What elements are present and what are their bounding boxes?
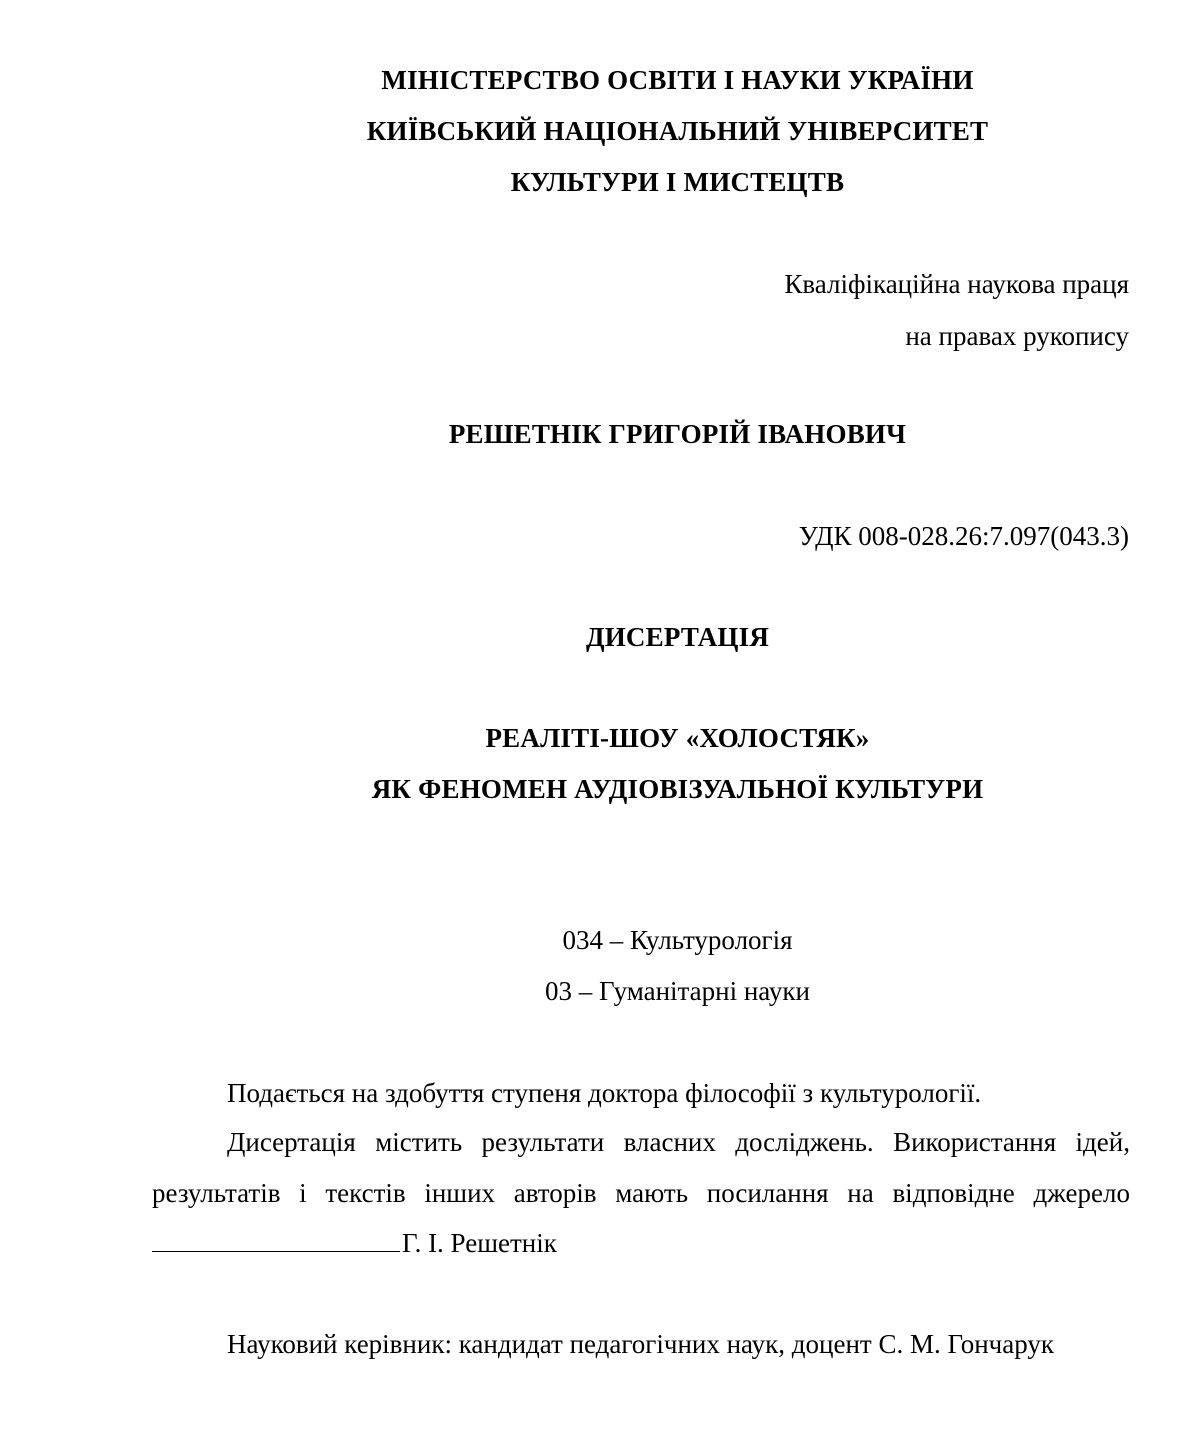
status-line1: Кваліфікаційна наукова праця [784,269,1129,299]
word: інших [424,1178,496,1208]
author-name: РЕШЕТНІК ГРИГОРІЙ ІВАНОВИЧ [448,419,907,449]
udk-code: УДК 008-028.26:7.097(043.3) [798,521,1129,551]
signature-name: Г. І. Решетнік [402,1228,557,1258]
supervisor-statement: Науковий керівник: кандидат педагогічних наук, доцент С. М. Гончарук [227,1329,1054,1359]
signature-block [152,1227,557,1259]
word: Дисертація [227,1127,356,1157]
degree-statement: Подається на здобуття ступеня доктора філософії з культурології. [227,1078,982,1108]
word: на [847,1178,874,1208]
signature-line [152,1229,400,1252]
word: містить [375,1127,463,1157]
word: текстів [325,1178,406,1208]
word: власних [623,1127,716,1157]
word: відповідне [892,1178,1015,1208]
university-heading-line2: КУЛЬТУРИ І МИСТЕЦТВ [510,167,845,197]
word: авторів [513,1178,597,1208]
word: ідей, [1075,1127,1130,1157]
word: мають [615,1178,689,1208]
status-line2: на правах рукопису [905,321,1129,351]
specialty-code: 034 – Культурологія [562,925,793,955]
word: результати [481,1127,605,1157]
university-heading-line1: КИЇВСЬКИЙ НАЦІОНАЛЬНИЙ УНІВЕРСИТЕТ [366,116,989,146]
originality-statement-line2 [152,1177,1130,1209]
dissertation-title-line1: РЕАЛІТІ-ШОУ «ХОЛОСТЯК» [485,723,870,753]
word: досліджень. [735,1127,874,1157]
word: і [299,1178,307,1208]
word: результатів [152,1178,281,1208]
document-type: ДИСЕРТАЦІЯ [585,622,770,652]
word: джерело [1033,1178,1130,1208]
ministry-heading: МІНІСТЕРСТВО ОСВІТИ І НАУКИ УКРАЇНИ [381,65,974,95]
field-of-knowledge: 03 – Гуманітарні науки [544,976,810,1006]
word: Використання [893,1127,1057,1157]
dissertation-title-line2: ЯК ФЕНОМЕН АУДІОВІЗУАЛЬНОЇ КУЛЬТУРИ [371,774,984,804]
word: посилання [706,1178,829,1208]
originality-statement-line1 [227,1126,1130,1158]
